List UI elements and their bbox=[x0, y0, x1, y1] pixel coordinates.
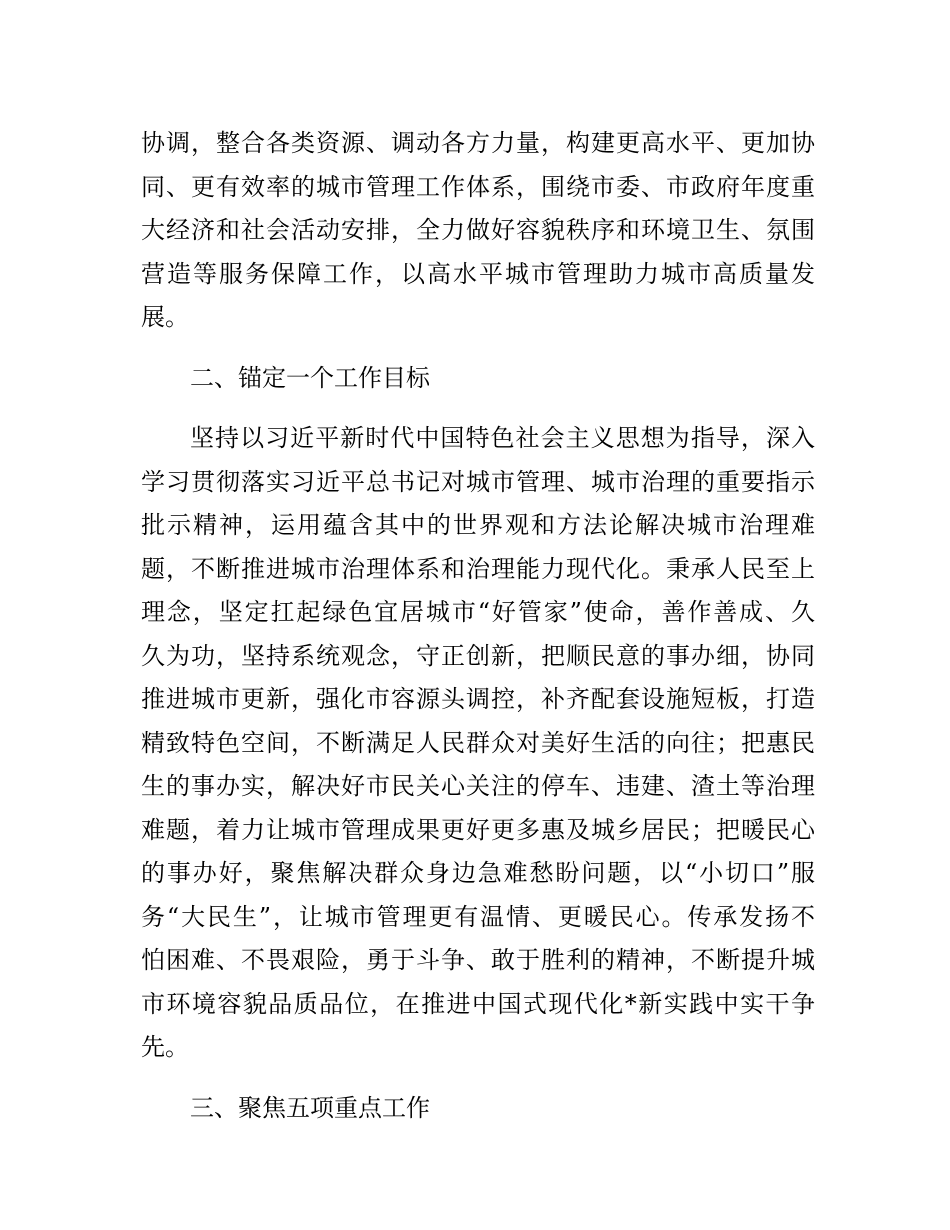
text-line: 同、更有效率的城市管理工作体系，围绕市委、市政府年度重 bbox=[141, 172, 815, 201]
document-body bbox=[141, 122, 815, 1130]
section-heading-work-goal: 二、锚定一个工作目标 bbox=[190, 363, 430, 392]
text-line: 营造等服务保障工作，以高水平城市管理助力城市高质量发 bbox=[141, 259, 815, 288]
text-line: 难题，着力让城市管理成果更好更多惠及城乡居民；把暖民心 bbox=[141, 815, 815, 844]
text-line: 学习贯彻落实习近平总书记对城市管理、城市治理的重要指示 bbox=[141, 467, 815, 496]
text-line: 市环境容貌品质品位，在推进中国式现代化*新实践中实干争 bbox=[141, 989, 815, 1018]
text-line: 久为功，坚持系统观念，守正创新，把顺民意的事办细，协同 bbox=[141, 641, 815, 670]
text-line: 协调，整合各类资源、调动各方力量，构建更高水平、更加协 bbox=[141, 129, 815, 157]
text-line: 坚持以习近平新时代中国特色社会主义思想为指导，深入 bbox=[190, 424, 815, 452]
text-line: 先。 bbox=[141, 1033, 189, 1061]
text-line: 的事办好，聚焦解决群众身边急难愁盼问题，以“小切口”服 bbox=[141, 859, 815, 887]
text-line: 生的事办实，解决好市民关心关注的停车、违建、渣土等治理 bbox=[141, 772, 815, 800]
section-heading-key-tasks: 三、聚焦五项重点工作 bbox=[190, 1093, 430, 1122]
text-line: 精致特色空间，不断满足人民群众对美好生活的向往；把惠民 bbox=[141, 728, 815, 757]
text-line: 怕困难、不畏艰险，勇于斗争、敢于胜利的精神，不断提升城 bbox=[141, 946, 815, 974]
text-line: 务“大民生”，让城市管理更有温情、更暖民心。传承发扬不 bbox=[141, 902, 815, 931]
text-line: 展。 bbox=[141, 303, 189, 331]
text-line: 推进城市更新，强化市容源头调控，补齐配套设施短板，打造 bbox=[141, 685, 815, 713]
text-line: 批示精神，运用蕴含其中的世界观和方法论解决城市治理难 bbox=[141, 511, 815, 539]
text-line: 大经济和社会活动安排，全力做好容貌秩序和环境卫生、氛围 bbox=[141, 216, 815, 244]
paragraph-overall-requirements-continued bbox=[141, 122, 815, 340]
text-line: 题，不断推进城市治理体系和治理能力现代化。秉承人民至上 bbox=[141, 554, 815, 583]
paragraph-work-goal bbox=[141, 417, 815, 1070]
text-line: 理念，坚定扛起绿色宜居城市“好管家”使命，善作善成、久 bbox=[141, 598, 815, 626]
